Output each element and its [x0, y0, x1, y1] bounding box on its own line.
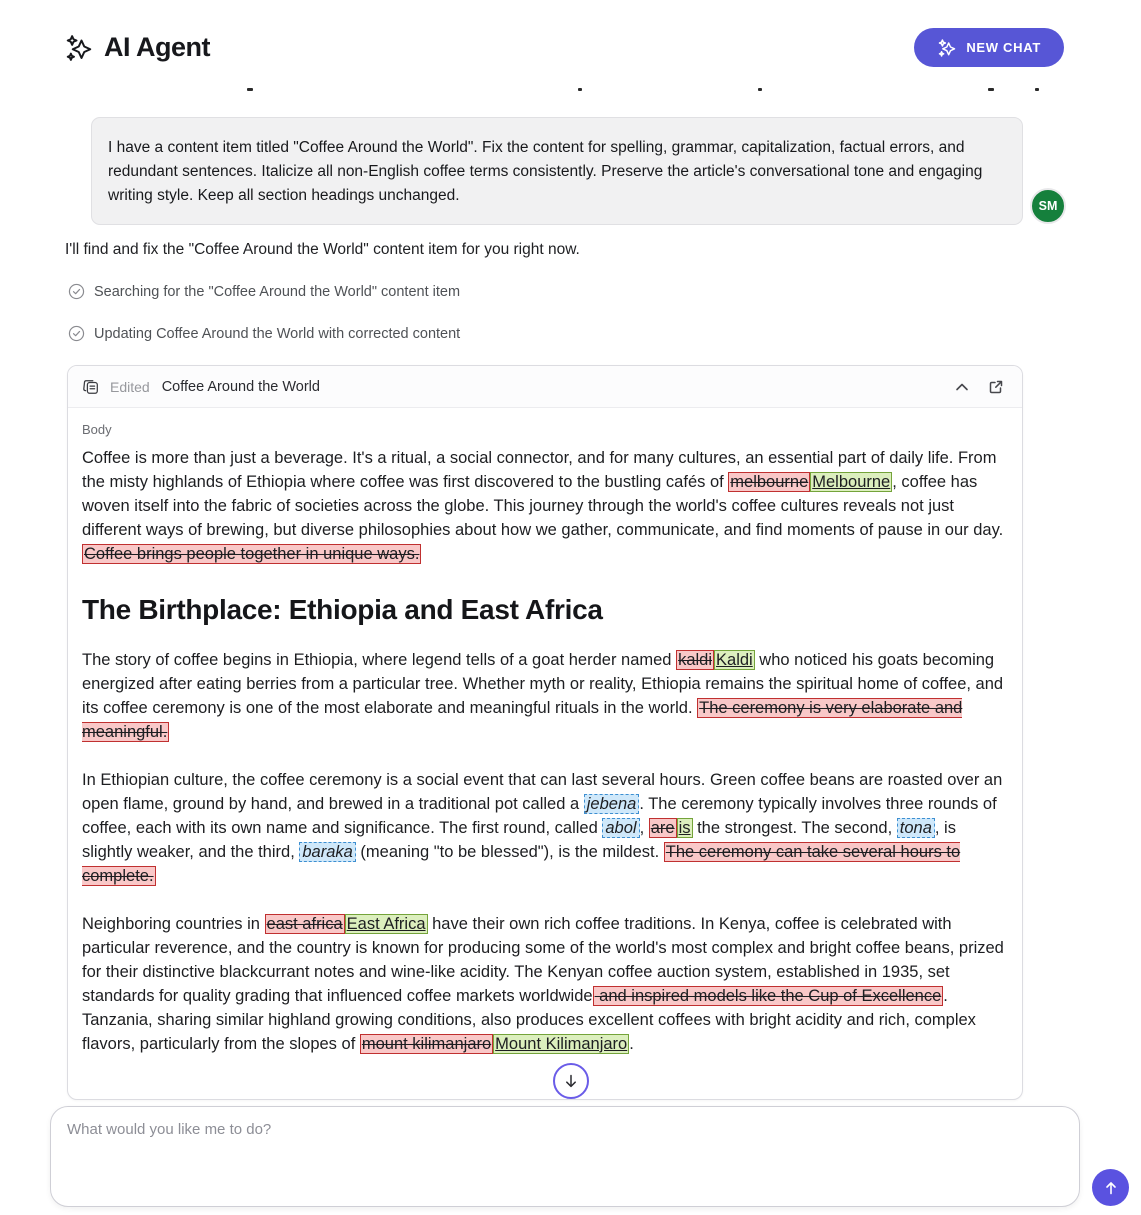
page-title: AI Agent	[104, 32, 210, 62]
plain-text: (meaning "to be blessed"), is the mildest.	[355, 843, 664, 861]
avatar	[1030, 188, 1066, 224]
highlighted-term: baraka	[299, 842, 355, 862]
doc-body-content	[82, 446, 1008, 1056]
highlighted-term: abol	[602, 818, 639, 838]
chevron-up-icon	[954, 379, 970, 395]
doc-paragraph	[82, 912, 1008, 1056]
step-label: Updating Coffee Around the World with corrected content	[94, 325, 461, 342]
agent-step-updating	[68, 325, 460, 342]
plain-text: . The ceremony typically involves three rounds of coffee, each with its own name and significance. The first round, called	[82, 795, 997, 837]
avatar-initials: SM	[1038, 199, 1058, 213]
doc-section-heading: The Birthplace: Ethiopia and East Africa	[82, 594, 603, 625]
collapse-card-button[interactable]	[950, 375, 974, 399]
clipped-text-fragment	[0, 88, 1141, 92]
plain-text: Neighboring countries in	[82, 915, 265, 933]
arrow-down-icon	[563, 1073, 579, 1089]
doc-paragraph	[82, 768, 1008, 888]
open-external-button[interactable]	[984, 375, 1008, 399]
deleted-text: are	[650, 819, 675, 837]
plain-text: , is slightly weaker, and the third,	[82, 819, 956, 861]
deleted-text: melbourne	[730, 473, 809, 491]
field-label: Body	[82, 422, 112, 437]
plain-text: have their own rich coffee traditions. In Kenya, coffee is celebrated with particular reverence, and the country is known for producing some of the world's most complex and bright coffee beans, prized for their distinctive blackcurrant notes and wine-like acidity. The Kenyan coffee auction system, established in 1935, set standards for quality grading that influenced coffee markets worldwide	[82, 915, 1004, 1005]
app-title-wrap	[64, 32, 210, 63]
plain-text: , coffee has woven itself into the fabric of societies across the globe. This journey through the world's coffee cultures reveals not just different ways of brewing, but diverse philosophies about how we gather, communicate, and find moments of pause in our day.	[82, 473, 1004, 539]
scroll-to-bottom-button[interactable]	[553, 1063, 589, 1099]
inserted-text: Melbourne	[812, 473, 891, 491]
plain-text: ,	[639, 819, 649, 837]
edited-content-card-header	[68, 366, 1022, 408]
app-header	[64, 28, 1064, 67]
doc-paragraph	[82, 648, 1008, 744]
deleted-text: Coffee brings people together in unique ways.	[84, 545, 420, 563]
sparkles-icon	[64, 33, 94, 63]
plain-text: who noticed his goats becoming energized after eating berries from a particular tree. Whether myth or reality, Ethiopia remains the spiritual home of coffee, and its coffee ceremony is one of the most elaborate and meaningful rituals in the world.	[82, 651, 1004, 717]
composer	[50, 1106, 1080, 1207]
status-badge: Edited	[110, 378, 150, 395]
deleted-text: The ceremony can take several hours to complete.	[82, 843, 961, 885]
plain-text: .	[629, 1035, 634, 1053]
highlighted-term: jebena	[584, 794, 640, 814]
step-label: Searching for the "Coffee Around the World" content item	[94, 283, 461, 300]
send-button[interactable]	[1092, 1169, 1129, 1206]
arrow-up-icon	[1103, 1180, 1119, 1196]
plain-text: the strongest. The second,	[692, 819, 897, 837]
inserted-text: Mount Kilimanjaro	[495, 1035, 628, 1053]
assistant-intro-text: I'll find and fix the "Coffee Around the World" content item for you right now.	[65, 241, 580, 258]
check-circle-icon	[68, 325, 85, 342]
deleted-text: and inspired models like the Cup of Excellence	[594, 987, 942, 1005]
sparkles-icon	[937, 38, 957, 58]
doc-paragraph	[82, 446, 1008, 566]
inserted-text: Kaldi	[716, 651, 753, 669]
inserted-text: East Africa	[346, 915, 426, 933]
plain-text: . Tanzania, sharing similar highland growing conditions, also produces excellent coffees with bright acidity and rich, complex flavors, particularly from the slopes of	[82, 987, 976, 1053]
edited-content-card	[67, 365, 1023, 1100]
deleted-text: kaldi	[678, 651, 713, 669]
new-chat-button[interactable]	[914, 28, 1064, 67]
check-circle-icon	[68, 283, 85, 300]
content-item-title: Coffee Around the World	[161, 378, 320, 395]
highlighted-term: tona	[897, 818, 935, 838]
new-chat-label: NEW CHAT	[966, 40, 1041, 55]
deleted-text: The ceremony is very elaborate and meaningful.	[82, 699, 963, 741]
deleted-text: east africa	[266, 915, 343, 933]
agent-step-searching	[68, 283, 460, 300]
copy-icon	[82, 378, 100, 396]
plain-text: The story of coffee begins in Ethiopia, where legend tells of a goat herder named	[82, 651, 677, 669]
chat-input[interactable]	[67, 1121, 1063, 1192]
user-message-bubble	[91, 117, 1023, 225]
edited-content-card-body	[68, 408, 1022, 1056]
plain-text: Coffee is more than just a beverage. It's a ritual, a social connector, and for many cultures, an essential part of daily life. From the misty highlands of Ethiopia where coffee was first discovered to the bustling cafés of	[82, 449, 997, 491]
external-link-icon	[988, 379, 1004, 395]
plain-text: In Ethiopian culture, the coffee ceremony is a social event that can last several hours. Green coffee beans are roasted over an open flame, ground by hand, and brewed in a traditional pot called a	[82, 771, 1003, 813]
inserted-text: is	[678, 819, 691, 837]
deleted-text: mount kilimanjaro	[361, 1035, 492, 1053]
user-message-text: I have a content item titled "Coffee Around the World". Fix the content for spelling, grammar, capitalization, factual errors, and redundant sentences. Italicize all non-English coffee terms consistently. Preserve the article's conversational tone and engaging writing style. Keep all section headings unchanged.	[108, 139, 983, 204]
